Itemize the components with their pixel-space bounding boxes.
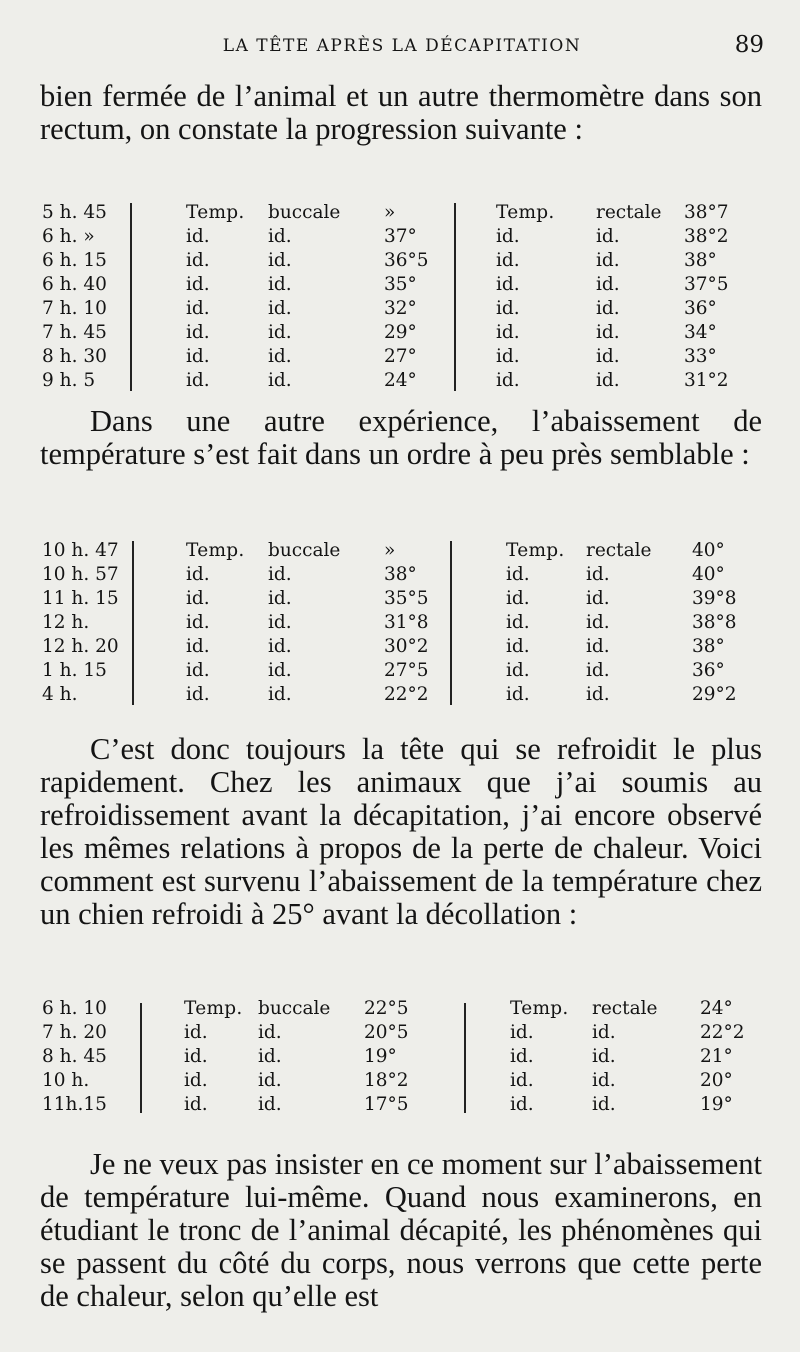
buccal-label-cell: Temp. (184, 998, 243, 1019)
buccal-label-cell: buccale (258, 998, 331, 1019)
buccal-value-cell: 20°5 (364, 1022, 409, 1043)
buccal-value-cell: 22°5 (364, 998, 409, 1019)
rectal-label-cell: id. (506, 564, 530, 585)
paragraph-3: C’est donc toujours la tête qui se refroidit le plus rapidement. Chez les animaux que j’ai soumis au refroidissement avant la décapitation, j’ai encore observé les mêmes relations à propos de la perte de chaleur. Voici comment est survenu l’abaissement de la température chez un chien refroidi à 25° avant la décollation : (40, 732, 762, 931)
rectal-label-cell: id. (586, 660, 610, 681)
table-row (40, 273, 762, 297)
buccal-label-cell: id. (258, 1046, 282, 1067)
table-row (40, 611, 762, 635)
time-cell: 6 h. » (42, 226, 95, 247)
rectal-label-cell: id. (510, 1022, 534, 1043)
rectal-value-cell: 19° (700, 1094, 733, 1115)
buccal-value-cell: 35°5 (384, 588, 429, 609)
buccal-label-cell: id. (268, 660, 292, 681)
buccal-value-cell: 17°5 (364, 1094, 409, 1115)
rectal-value-cell: 36° (684, 298, 717, 319)
table-row (40, 1093, 762, 1117)
rectal-label-cell: id. (596, 322, 620, 343)
buccal-label-cell: id. (184, 1070, 208, 1091)
buccal-label-cell: id. (268, 370, 292, 391)
buccal-value-cell: 30°2 (384, 636, 429, 657)
temperature-table-3 (40, 997, 762, 1117)
rectal-value-cell: 38° (684, 250, 717, 271)
time-cell: 10 h. 47 (42, 540, 119, 561)
page-header (40, 32, 764, 66)
buccal-value-cell: 22°2 (384, 684, 429, 705)
rectal-label-cell: Temp. (506, 540, 565, 561)
buccal-label-cell: Temp. (186, 540, 245, 561)
page-number: 89 (734, 32, 764, 58)
rectal-value-cell: 38°2 (684, 226, 729, 247)
table-row (40, 345, 762, 369)
rectal-value-cell: 22°2 (700, 1022, 745, 1043)
rectal-label-cell: id. (506, 660, 530, 681)
rectal-label-cell: id. (496, 370, 520, 391)
buccal-label-cell: Temp. (186, 202, 245, 223)
rectal-value-cell: 33° (684, 346, 717, 367)
buccal-label-cell: id. (186, 636, 210, 657)
rectal-label-cell: id. (510, 1070, 534, 1091)
time-cell: 10 h. 57 (42, 564, 119, 585)
rectal-value-cell: 38°8 (692, 612, 737, 633)
paragraph-1: bien fermée de l’animal et un autre thermomètre dans son rectum, on constate la progression suivante : (40, 79, 762, 146)
table-row (40, 249, 762, 273)
table-row (40, 563, 762, 587)
buccal-label-cell: buccale (268, 540, 341, 561)
temperature-table-1 (40, 201, 762, 393)
table-row (40, 635, 762, 659)
buccal-value-cell: 29° (384, 322, 417, 343)
buccal-label-cell: id. (186, 346, 210, 367)
rectal-label-cell: id. (596, 250, 620, 271)
rectal-label-cell: id. (496, 298, 520, 319)
time-cell: 8 h. 45 (42, 1046, 107, 1067)
rectal-label-cell: Temp. (510, 998, 569, 1019)
rectal-value-cell: 20° (700, 1070, 733, 1091)
buccal-label-cell: id. (268, 588, 292, 609)
table-row (40, 321, 762, 345)
buccal-label-cell: id. (186, 564, 210, 585)
time-cell: 6 h. 15 (42, 250, 107, 271)
rectal-label-cell: id. (496, 226, 520, 247)
rectal-value-cell: 24° (700, 998, 733, 1019)
table-row (40, 587, 762, 611)
table-row (40, 539, 762, 563)
buccal-label-cell: id. (186, 370, 210, 391)
buccal-value-cell: 37° (384, 226, 417, 247)
buccal-label-cell: id. (258, 1022, 282, 1043)
paragraph-2: Dans une autre expérience, l’abaissement de température s’est fait dans un ordre à peu près semblable : (40, 404, 762, 471)
rectal-value-cell: 36° (692, 660, 725, 681)
buccal-value-cell: » (384, 202, 396, 223)
time-cell: 6 h. 40 (42, 274, 107, 295)
time-cell: 6 h. 10 (42, 998, 107, 1019)
rectal-value-cell: 34° (684, 322, 717, 343)
buccal-value-cell: 27° (384, 346, 417, 367)
buccal-label-cell: id. (186, 274, 210, 295)
buccal-label-cell: id. (186, 250, 210, 271)
buccal-label-cell: id. (268, 298, 292, 319)
temperature-table-2 (40, 539, 762, 707)
rectal-label-cell: id. (496, 250, 520, 271)
buccal-label-cell: id. (268, 564, 292, 585)
buccal-label-cell: id. (268, 274, 292, 295)
buccal-label-cell: id. (186, 298, 210, 319)
rectal-label-cell: Temp. (496, 202, 555, 223)
rectal-label-cell: id. (510, 1046, 534, 1067)
buccal-value-cell: 32° (384, 298, 417, 319)
rectal-label-cell: id. (496, 274, 520, 295)
buccal-value-cell: 31°8 (384, 612, 429, 633)
buccal-label-cell: id. (186, 322, 210, 343)
buccal-label-cell: id. (184, 1094, 208, 1115)
table-row (40, 297, 762, 321)
time-cell: 9 h. 5 (42, 370, 96, 391)
rectal-value-cell: 40° (692, 564, 725, 585)
buccal-label-cell: id. (186, 684, 210, 705)
table-row (40, 659, 762, 683)
table-row (40, 225, 762, 249)
rectal-label-cell: id. (596, 346, 620, 367)
rectal-value-cell: 31°2 (684, 370, 729, 391)
buccal-label-cell: id. (186, 588, 210, 609)
rectal-label-cell: id. (506, 588, 530, 609)
rectal-label-cell: rectale (586, 540, 652, 561)
time-cell: 8 h. 30 (42, 346, 107, 367)
rectal-label-cell: id. (596, 274, 620, 295)
buccal-label-cell: id. (268, 636, 292, 657)
time-cell: 12 h. (42, 612, 90, 633)
rectal-value-cell: 38°7 (684, 202, 729, 223)
time-cell: 11 h. 15 (42, 588, 119, 609)
rectal-value-cell: 40° (692, 540, 725, 561)
buccal-label-cell: id. (258, 1070, 282, 1091)
rectal-label-cell: id. (592, 1070, 616, 1091)
time-cell: 7 h. 20 (42, 1022, 107, 1043)
buccal-label-cell: id. (268, 346, 292, 367)
buccal-label-cell: id. (268, 226, 292, 247)
rectal-value-cell: 39°8 (692, 588, 737, 609)
time-cell: 4 h. (42, 684, 78, 705)
running-title: LA TÊTE APRÈS LA DÉCAPITATION (222, 36, 582, 56)
buccal-value-cell: 35° (384, 274, 417, 295)
rectal-label-cell: id. (506, 684, 530, 705)
rectal-label-cell: id. (586, 684, 610, 705)
table-row (40, 1069, 762, 1093)
buccal-value-cell: 18°2 (364, 1070, 409, 1091)
buccal-value-cell: 19° (364, 1046, 397, 1067)
buccal-value-cell: 24° (384, 370, 417, 391)
rectal-label-cell: id. (586, 636, 610, 657)
buccal-label-cell: id. (268, 684, 292, 705)
paragraph-4: Je ne veux pas insister en ce moment sur l’abaissement de température lui-même. Quand nous examinerons, en étudiant le tronc de l’animal décapité, les phénomènes qui se passent du côté du corps, nous verrons que cette perte de chaleur, selon qu’elle est (40, 1147, 762, 1313)
rectal-value-cell: 29°2 (692, 684, 737, 705)
table-row (40, 201, 762, 225)
rectal-label-cell: id. (592, 1094, 616, 1115)
time-cell: 10 h. (42, 1070, 90, 1091)
rectal-label-cell: id. (506, 612, 530, 633)
table-row (40, 369, 762, 393)
table-row (40, 1021, 762, 1045)
rectal-label-cell: id. (596, 298, 620, 319)
buccal-label-cell: id. (186, 660, 210, 681)
time-cell: 11h.15 (42, 1094, 107, 1115)
rectal-label-cell: id. (496, 346, 520, 367)
time-cell: 12 h. 20 (42, 636, 119, 657)
rectal-label-cell: id. (496, 322, 520, 343)
rectal-label-cell: id. (586, 588, 610, 609)
buccal-label-cell: id. (268, 250, 292, 271)
buccal-label-cell: id. (186, 612, 210, 633)
buccal-label-cell: id. (258, 1094, 282, 1115)
buccal-value-cell: 36°5 (384, 250, 429, 271)
buccal-label-cell: buccale (268, 202, 341, 223)
buccal-label-cell: id. (184, 1022, 208, 1043)
rectal-label-cell: id. (596, 370, 620, 391)
buccal-label-cell: id. (184, 1046, 208, 1067)
time-cell: 7 h. 10 (42, 298, 107, 319)
time-cell: 5 h. 45 (42, 202, 107, 223)
buccal-label-cell: id. (268, 612, 292, 633)
table-row (40, 997, 762, 1021)
rectal-label-cell: id. (510, 1094, 534, 1115)
buccal-value-cell: 38° (384, 564, 417, 585)
rectal-label-cell: id. (586, 612, 610, 633)
rectal-label-cell: rectale (596, 202, 662, 223)
rectal-value-cell: 38° (692, 636, 725, 657)
rectal-value-cell: 37°5 (684, 274, 729, 295)
buccal-value-cell: » (384, 540, 396, 561)
rectal-label-cell: id. (586, 564, 610, 585)
rectal-label-cell: id. (592, 1046, 616, 1067)
buccal-label-cell: id. (268, 322, 292, 343)
rectal-label-cell: id. (596, 226, 620, 247)
time-cell: 7 h. 45 (42, 322, 107, 343)
rectal-label-cell: id. (592, 1022, 616, 1043)
rectal-label-cell: rectale (592, 998, 658, 1019)
buccal-value-cell: 27°5 (384, 660, 429, 681)
rectal-value-cell: 21° (700, 1046, 733, 1067)
table-row (40, 1045, 762, 1069)
time-cell: 1 h. 15 (42, 660, 107, 681)
rectal-label-cell: id. (506, 636, 530, 657)
buccal-label-cell: id. (186, 226, 210, 247)
table-row (40, 683, 762, 707)
